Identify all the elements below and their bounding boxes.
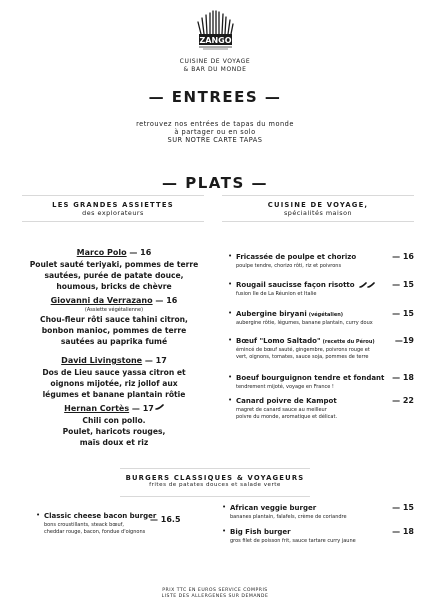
dish-name: Rougail saucisse façon risotto [236,281,375,289]
burgers-subheading: frites de patates douces et salade verte [149,482,281,488]
dish-desc-line: Dos de Lieu sauce yassa citron et [42,368,186,377]
dish-note: (végétalien) [308,312,344,318]
dish-desc-line: Poulet sauté teriyaki, pommes de terre [29,260,199,269]
left-column-heading: LES GRANDES ASSIETTES [52,201,174,209]
plats-title: — PLATS — [162,174,268,192]
dish-desc-line: maïs doux et riz [79,438,149,447]
dish-desc-line: bons croustillants, steack bœuf, [44,522,124,528]
footer-line-2: LISTE DES ALLERGENES SUR DEMANDE [161,594,269,599]
dish-lomo-saltado [228,336,414,361]
dish-price: — 16 [392,252,414,261]
bullet-icon: • [228,280,233,288]
dish-price: — 15 [392,503,414,512]
dish-desc-line: Chou-fleur rôti sauce tahini citron, [40,315,188,324]
dish-desc-line: Poulet, haricots rouges, [62,427,166,436]
chili-pair-icon [359,282,375,288]
right-column-heading: CUISINE DE VOYAGE, [267,201,369,209]
dish-david-livingstone [24,348,204,400]
dish-aubergine-biryani [228,309,414,327]
dish-name: Fricassée de poulpe et chorizo [236,253,357,261]
dish-price: — 18 [392,527,414,536]
burgers-heading: BURGERS CLASSIQUES & VOYAGEURS [125,474,305,482]
dish-price: — 15 [392,309,414,318]
entrees-line-1: retrouvez nos entrées de tapas du monde [136,120,294,128]
dish-giovanni-da-verrazano [24,288,204,347]
dish-rougail [228,280,414,298]
dish-price: — 18 [392,373,414,382]
dish-name: Marco Polo [76,248,127,257]
dish-desc-line: vert, oignons, tomates, sauce soja, pommes de terre [236,354,369,360]
chili-icon [155,404,164,410]
dish-name: Bœuf "Lomo Saltado" (recette du Pérou) [236,337,375,345]
dish-desc-line: poivre du monde, aromatique et délicat. [236,414,338,420]
dish-desc-line: légumes et banane plantain rôtie [42,390,186,399]
dish-desc-line: Chili con pollo. [82,416,146,425]
dish-name: Classic cheese bacon burger [44,512,157,520]
divider [22,195,204,196]
dish-desc-line: oignons mijotée, riz jollof aux [50,379,178,388]
bullet-icon: • [228,336,233,344]
dish-desc-line: houmous, bricks de chèvre [56,282,172,291]
dish-name: Big Fish burger [230,528,291,536]
dish-name: African veggie burger [230,504,317,512]
dish-price: — 17 [142,356,167,365]
zango-logo [195,8,235,54]
dish-boeuf-bourguignon [228,373,414,391]
left-column-subheading: des explorateurs [82,209,144,217]
dish-name: David Livingstone [61,356,143,365]
dish-desc-line: aubergine rôtie, légumes, banane plantain, curry doux [236,320,373,326]
bullet-icon: • [228,309,233,317]
dish-name: Giovanni da Verrazano [50,296,153,305]
left-column-header [22,201,204,217]
dish-desc-line: fusion Ile de La Réunion et Italie [236,291,317,297]
brand-tagline-2: & BAR DU MONDE [183,66,247,73]
dish-desc-line: bananes plantain, falafels, crème de coriandre [230,514,347,520]
dish-name: Canard poivre de Kampot [236,397,337,405]
dish-desc-line: gros filet de poisson frit, sauce tartare curry jaune [230,538,356,544]
right-column-subheading: spécialités maison [283,209,353,217]
dish-desc-line: bonbon manioc, pommes de terre [41,326,187,335]
bullet-icon: • [228,252,233,260]
divider [120,496,310,497]
footer-line-1: PRIX TTC EN EUROS SERVICE COMPRIS [162,588,268,593]
divider [222,195,414,196]
bullet-icon: • [36,511,41,519]
dish-note: (Assiette végétalienne) [84,307,144,313]
burgers-header [0,474,430,488]
bullet-icon: • [222,503,227,511]
bullet-icon: • [222,527,227,535]
dish-desc-line: sautées, purée de patate douce, [44,271,184,280]
dish-desc-line: émincé de bœuf sauté, gingembre, poivrons rouge et [236,347,370,353]
dish-name: Hernan Cortès [64,404,130,413]
divider [222,221,414,222]
bullet-icon: • [228,396,233,404]
svg-text:ZANGO: ZANGO [199,36,232,45]
dish-desc-line: tendrement mijoté, voyage en France ! [236,384,334,390]
dish-desc-line: poulpe tendre, chorizo rôti, riz et poivrons [236,263,342,269]
dish-marco-polo [24,240,204,292]
divider [22,221,204,222]
dish-price: — 17 [129,404,154,413]
dish-price: — 22 [392,396,414,405]
entrees-title: — ENTREES — [148,88,282,106]
dish-price: — 16 [152,296,178,305]
footer [0,588,430,600]
dish-desc-line: cheddar rouge, bacon, fondue d'oignons [44,529,146,535]
dish-desc-line: magret de canard sauce au meilleur [236,407,327,413]
bullet-icon: • [228,373,233,381]
entrees-text [0,120,430,144]
divider [120,468,310,469]
burger-big-fish [222,527,414,545]
dish-name: Aubergine biryani (végétalien) [236,310,344,318]
entrees-line-3: SUR NOTRE CARTE TAPAS [167,136,263,144]
right-column-header [222,201,414,217]
dish-price: — 16 [126,248,152,257]
dish-fricassee [228,252,414,270]
dish-price: — 16.5 [150,515,181,524]
dish-name: Boeuf bourguignon tendre et fondant [236,374,385,382]
brand-tagline [0,58,430,74]
entrees-line-2: à partager ou en solo [174,128,256,136]
burger-african-veggie [222,503,414,521]
dish-note: (recette du Pérou) [322,339,375,345]
brand-tagline-1: CUISINE DE VOYAGE [179,58,251,65]
dish-hernan-cortes [24,396,204,448]
dish-price: — 15 [392,280,414,289]
dish-desc-line: sautées au paprika fumé [60,337,168,346]
dish-canard-kampot [228,396,414,421]
dish-price: —19 [394,336,414,345]
